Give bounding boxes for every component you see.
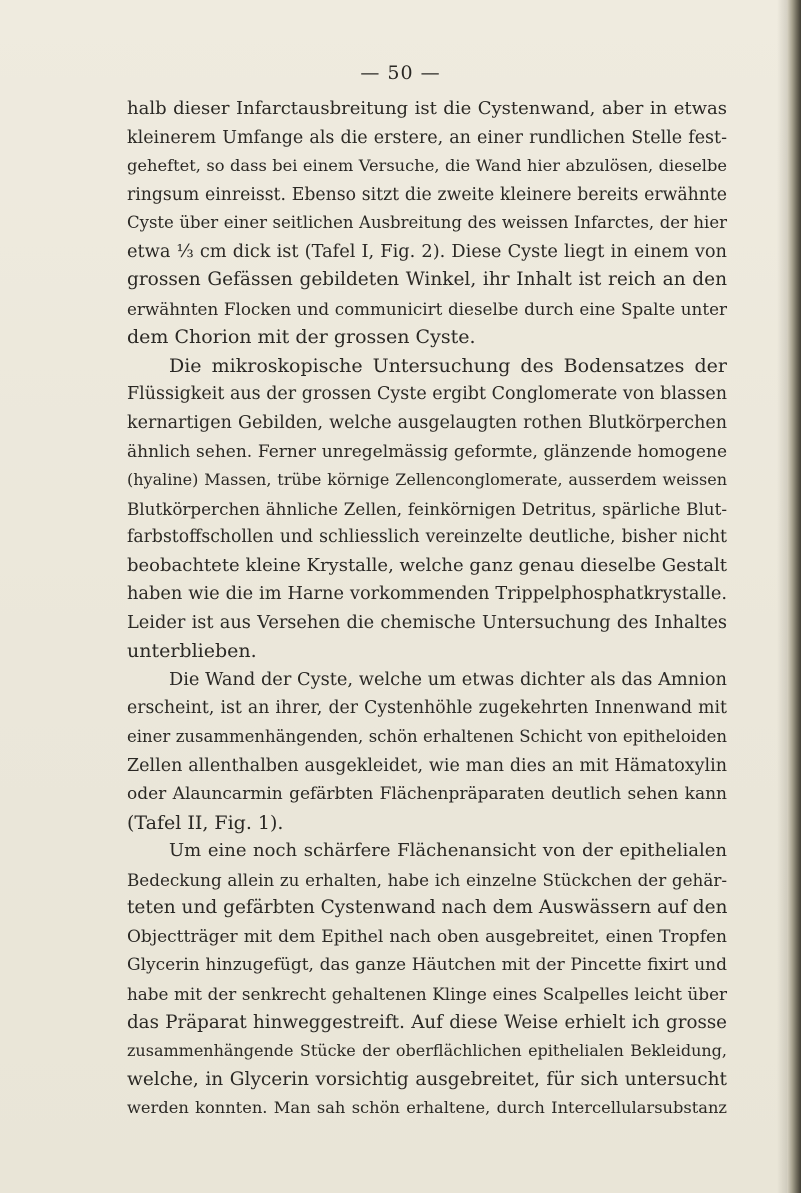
text-line: etwa ⅓ cm dick ist (Tafel I, Fig. 2). Diese Cyste liegt in einem von (127, 241, 727, 262)
text-line: welche, in Glycerin vorsichtig ausgebreitet, für sich untersucht (127, 1068, 727, 1090)
text-line: dem Chorion mit der grossen Cyste. (127, 326, 476, 349)
text-line: Bedeckung allein zu erhalten, habe ich einzelne Stückchen der gehär- (127, 869, 727, 890)
text-line: Blutkörperchen ähnliche Zellen, feinkörnigen Detritus, spärliche Blut- (127, 498, 727, 519)
text-line: habe mit der senkrecht gehaltenen Klinge eines Scalpelles leicht über (127, 983, 727, 1004)
text-line: einer zusammenhängenden, schön erhaltenen Schicht von epitheloiden (127, 727, 727, 747)
text-line: unterblieben. (127, 640, 257, 663)
text-line: Die Wand der Cyste, welche um etwas dichter als das Amnion (169, 669, 727, 690)
text-line: zusammenhängende Stücke der oberflächlichen epithelialen Bekleidung, (127, 1041, 727, 1061)
binding-shadow (777, 0, 787, 1193)
text-line: werden konnten. Man sah schön erhaltene, durch Intercellularsubstanz (127, 1098, 727, 1118)
text-line: oder Alauncarmin gefärbten Flächenpräparaten deutlich sehen kann (127, 784, 727, 805)
text-line: erscheint, ist an ihrer, der Cystenhöhle zugekehrten Innenwand mit (127, 698, 727, 719)
text-line: das Präparat hinweggestreift. Auf diese Weise erhielt ich grosse (127, 1011, 727, 1033)
text-line: teten und gefärbten Cystenwand nach dem Auswässern auf den (127, 897, 727, 919)
text-line: erwähnten Flocken und communicirt dieselbe durch eine Spalte unter (127, 298, 727, 319)
text-line: Zellen allenthalben ausgekleidet, wie man dies an mit Hämatoxylin (127, 755, 727, 776)
text-line: beobachtete kleine Krystalle, welche ganz genau dieselbe Gestalt (127, 554, 727, 576)
text-line: ähnlich sehen. Ferner unregelmässig geformte, glänzende homogene (127, 441, 727, 462)
text-line: (Tafel II, Fig. 1). (127, 811, 284, 834)
text-line: kleinerem Umfange als die erstere, an einer rundlichen Stelle fest- (127, 127, 727, 148)
text-line: Um eine noch schärfere Flächenansicht von der epithelialen (169, 840, 727, 862)
text-line: halb dieser Infarctausbreitung ist die Cystenwand, aber in etwas (127, 98, 727, 119)
text-line: Glycerin hinzugefügt, das ganze Häutchen mit der Pincette fixirt und (127, 955, 727, 976)
text-line: haben wie die im Harne vorkommenden Trippelphosphatkrystalle. (127, 584, 727, 605)
text-line: Objectträger mit dem Epithel nach oben ausgebreitet, einen Tropfen (127, 926, 727, 947)
page-number: — 50 — (360, 62, 441, 84)
text-line: ringsum einreisst. Ebenso sitzt die zweite kleinere bereits erwähnte (127, 184, 727, 205)
text-line: Die mikroskopische Untersuchung des Bodensatzes der (169, 354, 727, 377)
text-line: farbstoffschollen und schliesslich vereinzelte deutliche, bisher nicht (127, 527, 727, 548)
text-line: kernartigen Gebilden, welche ausgelaugten rothen Blutkörperchen (127, 413, 727, 434)
text-line: Leider ist aus Versehen die chemische Untersuchung des Inhaltes (127, 612, 727, 633)
text-line: geheftet, so dass bei einem Versuche, die Wand hier abzulösen, dieselbe (127, 156, 727, 176)
body-text (127, 95, 727, 1123)
text-line: (hyaline) Massen, trübe körnige Zellenconglomerate, ausserdem weissen (127, 470, 727, 490)
text-line: Flüssigkeit aus der grossen Cyste ergibt Conglomerate von blassen (127, 384, 727, 405)
text-line: grossen Gefässen gebildeten Winkel, ihr Inhalt ist reich an den (127, 269, 727, 291)
binding-edge (787, 0, 801, 1193)
text-line: Cyste über einer seitlichen Ausbreitung des weissen Infarctes, der hier (127, 213, 727, 233)
